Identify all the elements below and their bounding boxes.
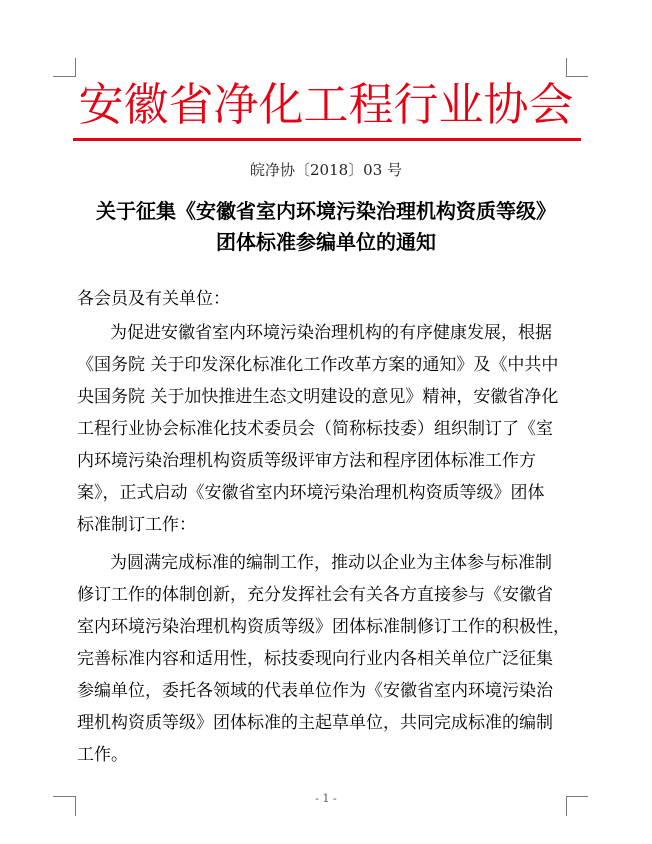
document-title-line-1: 关于征集《安徽省室内环境污染治理机构资质等级》 <box>96 199 556 223</box>
body-paragraph-2 <box>77 547 570 771</box>
organization-letterhead: 安徽省净化工程行业协会 <box>78 78 574 131</box>
paragraph-line: 参编单位，委托各领域的代表单位作为《安徽省室内环境污染治 <box>77 681 553 701</box>
paragraph-line: 案》，正式启动《安徽省室内环境污染治理机构资质等级》团体 <box>77 483 545 503</box>
paragraph-line: 为圆满完成标准的编制工作，推动以企业为主体参与标准制 <box>110 553 552 573</box>
crop-mark-top-right-vertical <box>566 58 567 77</box>
crop-mark-top-right-horizontal <box>566 76 588 77</box>
paragraph-line: 为促进安徽省室内环境污染治理机构的有序健康发展，根据 <box>110 323 552 343</box>
paragraph-line: 室内环境污染治理机构资质等级》团体标准制修订工作的积极性， <box>77 617 570 637</box>
paragraph-line: 工作。 <box>77 745 128 765</box>
document-title <box>0 196 652 258</box>
salutation: 各会员及有关单位： <box>77 289 230 309</box>
page-number: - 1 - <box>315 792 337 805</box>
paragraph-line: 理机构资质等级》团体标准的主起草单位，共同完成标准的编制 <box>77 713 553 733</box>
letterhead-red-rule <box>73 138 581 141</box>
paragraph-line: 工程行业协会标准化技术委员会（简称标技委）组织制订了《室 <box>77 419 553 439</box>
paragraph-line: 央国务院 关于加快推进生态文明建设的意见》精神，安徽省净化 <box>77 387 559 407</box>
body-paragraph-1 <box>77 317 558 541</box>
document-title-line-2: 团体标准参编单位的通知 <box>216 230 436 254</box>
crop-mark-top-left-horizontal <box>53 76 75 77</box>
paragraph-line: 修订工作的体制创新，充分发挥社会有关各方直接参与《安徽省 <box>77 585 553 605</box>
paragraph-line: 标准制订工作： <box>77 515 196 535</box>
paragraph-line: 《国务院 关于印发深化标准化工作改革方案的通知》及《中共中 <box>77 355 559 375</box>
paragraph-line: 内环境污染治理机构资质等级评审方法和程序团体标准工作方 <box>77 451 536 471</box>
paragraph-line: 完善标准内容和适用性，标技委现向行业内各相关单位广泛征集 <box>77 649 553 669</box>
crop-mark-top-left-vertical <box>75 58 76 77</box>
document-number: 皖净协〔2018〕03 号 <box>249 161 403 179</box>
